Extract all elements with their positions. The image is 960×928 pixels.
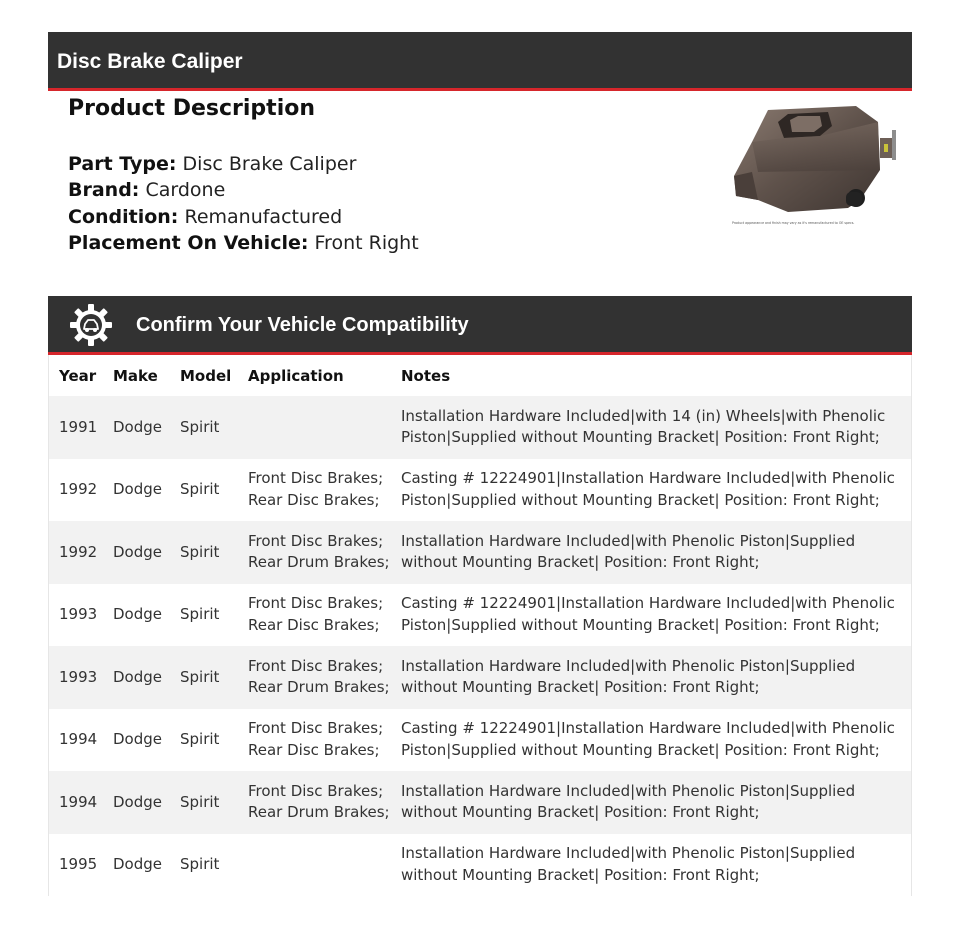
cell-model: Spirit [170, 584, 238, 647]
cell-model: Spirit [170, 459, 238, 522]
compatibility-table [49, 355, 911, 896]
application-line: Front Disc Brakes; [248, 594, 384, 613]
cell-year: 1993 [49, 646, 103, 709]
spec-label: Part Type: [68, 153, 177, 175]
column-header-year: Year [59, 366, 97, 385]
spec-part-type [68, 151, 419, 177]
column-header-make: Make [113, 366, 158, 385]
compatibility-title: Confirm Your Vehicle Compatibility [136, 314, 469, 336]
cell-make: Dodge [103, 584, 170, 647]
table-row [49, 834, 911, 897]
cell-year: 1991 [49, 396, 103, 459]
cell-model: Spirit [170, 521, 238, 584]
cell-application [238, 459, 391, 522]
application-line: Front Disc Brakes; [248, 469, 384, 488]
cell-notes: Installation Hardware Included|with 14 (in) Wheels|with Phenolic Piston|Supplied without Mounting Bracket| Position: Front Right; [391, 396, 911, 459]
cell-year: 1992 [49, 459, 103, 522]
cell-application [238, 709, 391, 772]
application-line: Rear Disc Brakes; [248, 615, 380, 634]
application-line: Rear Disc Brakes; [248, 740, 380, 759]
application-line: Rear Drum Brakes; [248, 678, 390, 697]
cell-application [238, 584, 391, 647]
spec-list [68, 151, 419, 257]
cell-notes: Casting # 12224901|Installation Hardware Included|with Phenolic Piston|Supplied without Mounting Bracket| Position: Front Right; [391, 709, 911, 772]
cell-notes: Installation Hardware Included|with Phenolic Piston|Supplied without Mounting Bracket| Position: Front Right; [391, 646, 911, 709]
cell-application [238, 771, 391, 834]
cell-application [238, 521, 391, 584]
brake-caliper-image [728, 100, 908, 228]
cell-model: Spirit [170, 646, 238, 709]
table-header-row [49, 355, 911, 396]
compatibility-table-wrapper [48, 355, 912, 896]
cell-application [238, 834, 391, 897]
table-row [49, 396, 911, 459]
table-row [49, 521, 911, 584]
product-title-banner [48, 32, 912, 91]
table-row [49, 584, 911, 647]
spec-value: Cardone [145, 179, 226, 202]
column-header-application: Application [248, 366, 344, 385]
cell-application [238, 396, 391, 459]
cell-make: Dodge [103, 396, 170, 459]
application-line: Front Disc Brakes; [248, 656, 384, 675]
table-row [49, 709, 911, 772]
cell-model: Spirit [170, 834, 238, 897]
spec-value: Front Right [314, 232, 419, 255]
spec-label: Brand: [68, 179, 140, 202]
cell-notes: Casting # 12224901|Installation Hardware Included|with Phenolic Piston|Supplied without Mounting Bracket| Position: Front Right; [391, 584, 911, 647]
cell-notes: Casting # 12224901|Installation Hardware Included|with Phenolic Piston|Supplied without Mounting Bracket| Position: Front Right; [391, 459, 911, 522]
cell-model: Spirit [170, 709, 238, 772]
table-row [49, 459, 911, 522]
cell-make: Dodge [103, 521, 170, 584]
cell-year: 1994 [49, 709, 103, 772]
column-header-notes: Notes [401, 366, 451, 385]
application-line: Rear Drum Brakes; [248, 553, 390, 572]
application-line: Front Disc Brakes; [248, 531, 384, 550]
spec-label: Condition: [68, 205, 179, 228]
cell-model: Spirit [170, 396, 238, 459]
image-caption: Product appearance and finish may vary as it's remanufactured to OE specs. [732, 221, 855, 225]
cell-notes: Installation Hardware Included|with Phenolic Piston|Supplied without Mounting Bracket| Position: Front Right; [391, 771, 911, 834]
cell-year: 1994 [49, 771, 103, 834]
application-line: Front Disc Brakes; [248, 781, 384, 800]
application-line: Front Disc Brakes; [248, 719, 384, 738]
application-line: Rear Disc Brakes; [248, 490, 380, 509]
column-header-model: Model [180, 366, 232, 385]
cell-make: Dodge [103, 771, 170, 834]
cell-make: Dodge [103, 834, 170, 897]
cell-model: Spirit [170, 771, 238, 834]
cell-make: Dodge [103, 646, 170, 709]
product-title: Disc Brake Caliper [57, 50, 243, 73]
cell-year: 1995 [49, 834, 103, 897]
spec-value: Remanufactured [184, 205, 343, 228]
cell-notes: Installation Hardware Included|with Phenolic Piston|Supplied without Mounting Bracket| Position: Front Right; [391, 834, 911, 897]
application-line: Rear Drum Brakes; [248, 803, 390, 822]
cell-year: 1992 [49, 521, 103, 584]
spec-placement [68, 230, 419, 256]
table-row [49, 646, 911, 709]
spec-label: Placement On Vehicle: [68, 232, 309, 255]
cell-make: Dodge [103, 459, 170, 522]
gear-car-icon [69, 303, 113, 347]
cell-year: 1993 [49, 584, 103, 647]
spec-brand [68, 177, 419, 203]
description-heading: Product Description [68, 96, 316, 121]
table-row [49, 771, 911, 834]
spec-value: Disc Brake Caliper [182, 153, 357, 175]
cell-application [238, 646, 391, 709]
cell-make: Dodge [103, 709, 170, 772]
spec-condition [68, 204, 419, 230]
cell-notes: Installation Hardware Included|with Phenolic Piston|Supplied without Mounting Bracket| Position: Front Right; [391, 521, 911, 584]
